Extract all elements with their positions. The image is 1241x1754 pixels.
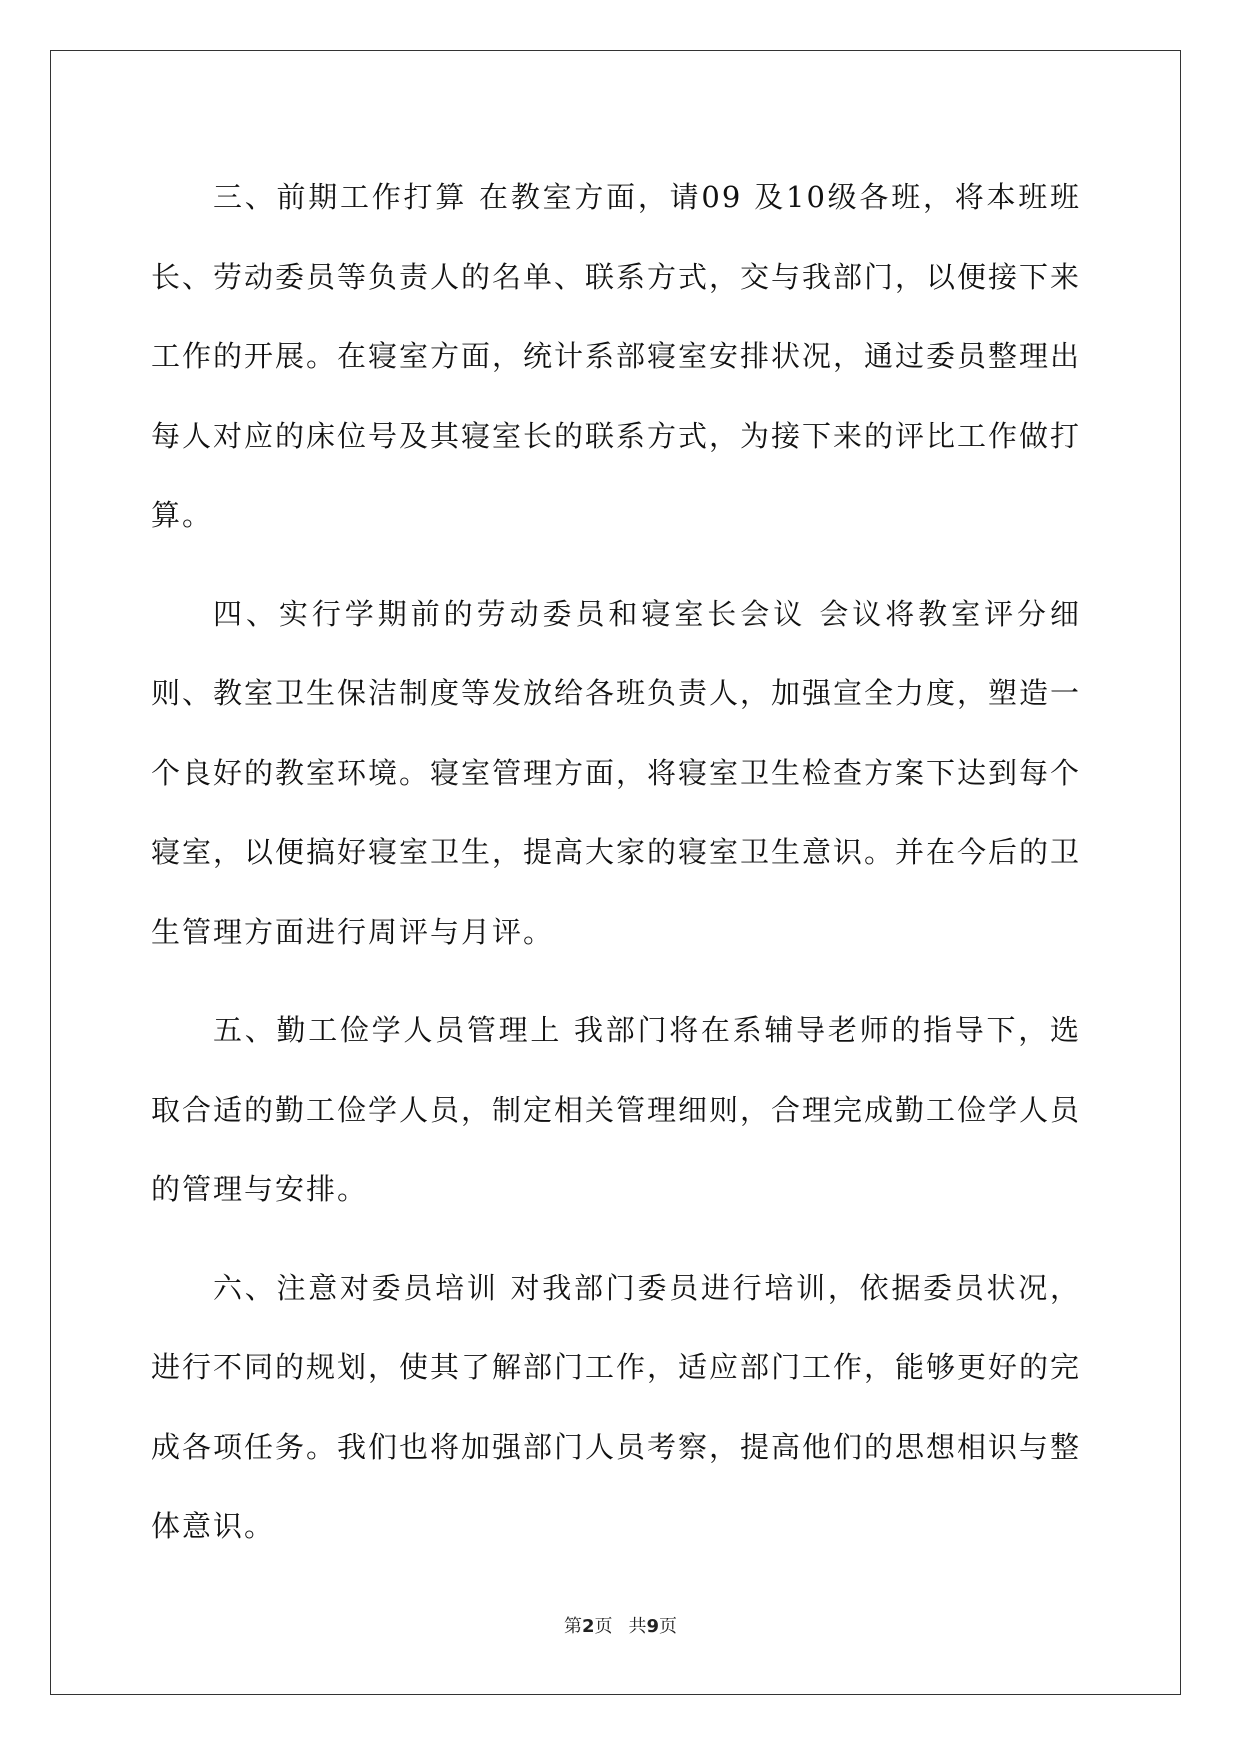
total-prefix: 共 — [628, 1616, 647, 1637]
paragraph-section-5: 五、勤工俭学人员管理上 我部门将在系辅导老师的指导下，选取合适的勤工俭学人员，制定相关管理细则，合理完成勤工俭学人员的管理与安排。 — [151, 1013, 1082, 1206]
paragraph-section-4: 四、实行学期前的劳动委员和寝室长会议 会议将教室评分细则、教室卫生保洁制度等发放给各班负责人，加强宣全力度，塑造一个良好的教室环境。寝室管理方面，将寝室卫生检查方案下达到每个寝室，以便搞好寝室卫生，提高大家的寝室卫生意识。并在今后的卫生管理方面进行周评与月评。 — [151, 596, 1082, 949]
paragraph-section-6: 六、注意对委员培训 对我部门委员进行培训，依据委员状况，进行不同的规划，使其了解部门工作，适应部门工作，能够更好的完成各项任务。我们也将加强部门人员考察，提高他们的思想相识与整体意识。 — [151, 1270, 1082, 1543]
page-footer — [0, 1612, 1241, 1638]
total-page-count: 9 — [646, 1616, 660, 1637]
page-prefix: 第 — [563, 1616, 582, 1637]
total-suffix: 页 — [659, 1616, 678, 1637]
document-body — [151, 158, 1081, 1586]
page-suffix: 页 — [594, 1616, 613, 1637]
paragraph-section-3: 三、前期工作打算 在教室方面，请09 及10级各班，将本班班长、劳动委员等负责人的名单、联系方式，交与我部门，以便接下来工作的开展。在寝室方面，统计系部寝室安排状况，通过委员整理出每人对应的床位号及其寝室长的联系方式，为接下来的评比工作做打算。 — [151, 180, 1082, 532]
current-page-number: 2 — [581, 1616, 595, 1637]
